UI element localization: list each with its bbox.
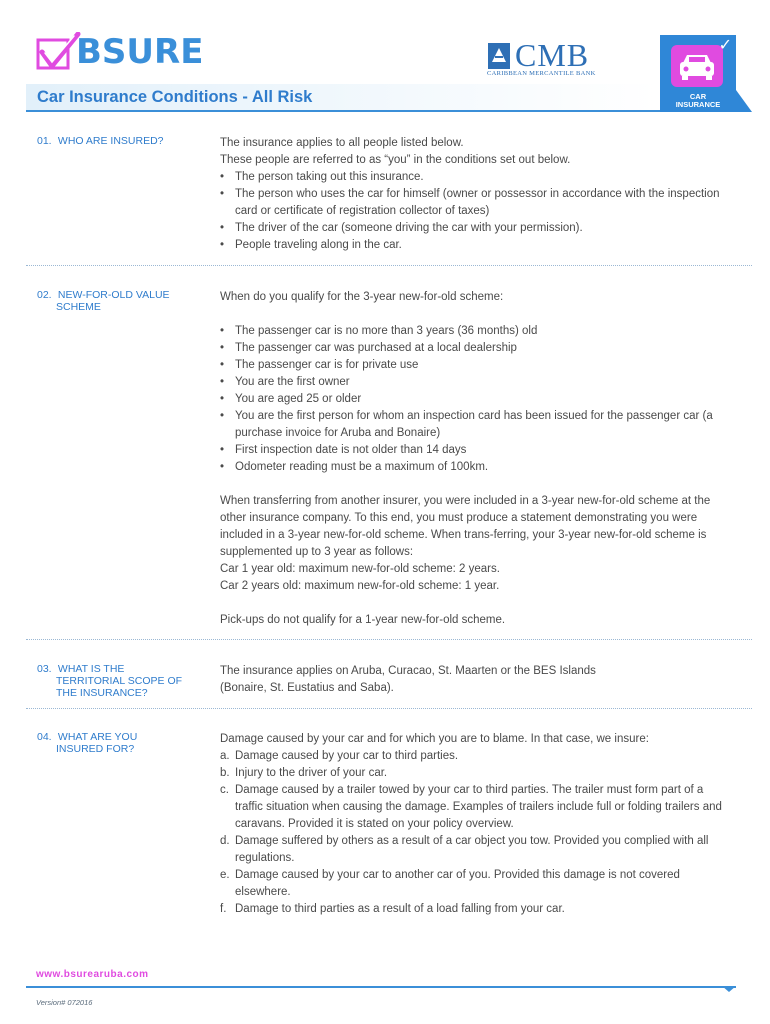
- version-label: Version# 072016: [36, 998, 93, 1007]
- paragraph: Pick-ups do not qualify for a 1-year new-for-old scheme.: [220, 614, 506, 626]
- paragraph: When transferring from another insurer, you were included in a 3-year new-for-old scheme at the other insurance company. To this end, you must produce a statement demonstrating you were included in a 3-year new-for-old scheme. When trans-ferring, your 3-year new-for-old scheme is supplemented up to 3 year as follows:: [220, 495, 711, 558]
- section-body: [220, 663, 730, 697]
- list-marker: b.: [220, 767, 230, 779]
- bsure-logo: [36, 32, 203, 72]
- bank-name: CMB: [515, 37, 590, 73]
- list-item: [220, 765, 730, 782]
- bullet-item: • First inspection date is not older than 14 days: [220, 442, 730, 459]
- list-marker: d.: [220, 835, 230, 847]
- logo-text: BSURE: [76, 32, 204, 72]
- list-item-text: Damage caused by your car to another car of you. Provided this damage is not covered elsewhere.: [235, 869, 680, 898]
- list-marker: f.: [220, 903, 227, 915]
- list-item: [220, 833, 730, 867]
- paragraph: Damage caused by your car and for which you are to blame. In that case, we insure:: [220, 733, 649, 745]
- section-label-line: WHAT IS THE: [57, 663, 125, 675]
- section-number: 02.: [37, 289, 52, 301]
- list-item: [220, 748, 730, 765]
- bullet-item: • You are aged 25 or older: [220, 391, 730, 408]
- list-item-text: Damage caused by a trailer towed by your car to third parties. The trailer must form part of a traffic situation when causing the damage. Examples of trailers include full or folding trailers and caravans. Provided it is stated on your policy overview.: [235, 784, 722, 830]
- list-item-text: Damage caused by your car to third parties.: [235, 750, 459, 762]
- bank-fullname: CARIBBEAN MERCANTILE BANK: [487, 70, 596, 77]
- section-label: [37, 135, 212, 147]
- section-body: [220, 135, 730, 254]
- bullet-item: • People traveling along in the car.: [220, 237, 730, 254]
- title-divider: [26, 110, 736, 112]
- section-label-line: WHO ARE INSURED?: [57, 135, 164, 147]
- list-item-text: Damage suffered by others as a result of a car object you tow. Provided you complied with all regulations.: [235, 835, 709, 864]
- section-divider: [26, 708, 752, 709]
- bullet-item: • You are the first person for whom an inspection card has been issued for the passenger car (a purchase invoice for Aruba and Bonaire): [220, 408, 730, 442]
- section-label-line: INSURED FOR?: [56, 743, 135, 755]
- footer-divider: [26, 986, 736, 988]
- section-new-for-old: [26, 289, 752, 629]
- paragraph: Car 1 year old: maximum new-for-old scheme: 2 years.: [220, 563, 500, 575]
- list-item-text: Injury to the driver of your car.: [235, 767, 388, 779]
- section-label-line: THE INSURANCE?: [56, 687, 148, 699]
- website-link[interactable]: www.bsurearuba.com: [36, 969, 149, 980]
- car-icon: [671, 45, 723, 87]
- section-label-line: SCHEME: [56, 301, 101, 313]
- list-marker: a.: [220, 750, 230, 762]
- list-item: [220, 867, 730, 901]
- page-title: Car Insurance Conditions - All Risk: [37, 88, 313, 106]
- list-marker: e.: [220, 869, 230, 881]
- section-label-line: WHAT ARE YOU: [57, 731, 138, 743]
- footer-notch-decoration: [722, 986, 736, 992]
- bullet-item: • The passenger car is for private use: [220, 357, 730, 374]
- bullet-item: • The person who uses the car for himself (owner or possessor in accordance with the inspection card or certificate of registration collector of taxes): [220, 186, 730, 220]
- page-header: [0, 0, 770, 128]
- section-number: 04.: [37, 731, 52, 743]
- section-label-line: TERRITORIAL SCOPE OF: [56, 675, 183, 687]
- paragraph: The insurance applies to all people listed below.: [220, 137, 464, 149]
- cmb-bank-logo: [487, 37, 617, 82]
- section-who-are-insured: [26, 135, 752, 255]
- paragraph: These people are referred to as “you” in the conditions set out below.: [220, 154, 571, 166]
- list-item-text: Damage to third parties as a result of a load falling from your car.: [235, 903, 565, 915]
- list-marker: c.: [220, 784, 229, 796]
- section-divider: [26, 639, 752, 640]
- badge-label: [660, 93, 736, 109]
- list-item: [220, 901, 730, 918]
- bullet-item: • You are the first owner: [220, 374, 730, 391]
- section-body: [220, 731, 730, 918]
- bank-emblem-icon: [487, 42, 511, 70]
- badge-tail-decoration: [736, 90, 752, 112]
- car-insurance-badge: [660, 35, 736, 112]
- paragraph: Car 2 years old: maximum new-for-old scheme: 1 year.: [220, 580, 500, 592]
- badge-label-line2: INSURANCE: [675, 100, 721, 109]
- paragraph: The insurance applies on Aruba, Curacao, St. Maarten or the BES Islands: [220, 665, 596, 677]
- bullet-item: • The person taking out this insurance.: [220, 169, 730, 186]
- section-divider: [26, 265, 752, 266]
- bullet-item: • The passenger car is no more than 3 years (36 months) old: [220, 323, 730, 340]
- section-number: 01.: [37, 135, 52, 147]
- list-item: [220, 782, 730, 833]
- section-label: [37, 731, 212, 755]
- check-icon: ✓: [718, 37, 732, 54]
- bullet-item: • The driver of the car (someone driving the car with your permission).: [220, 220, 730, 237]
- badge-label-line1: CAR: [689, 92, 707, 101]
- paragraph: When do you qualify for the 3-year new-for-old scheme:: [220, 291, 504, 303]
- bullet-item: • Odometer reading must be a maximum of 100km.: [220, 459, 730, 476]
- bullet-item: • The passenger car was purchased at a local dealership: [220, 340, 730, 357]
- section-body: [220, 289, 730, 629]
- section-number: 03.: [37, 663, 52, 675]
- section-label-line: NEW-FOR-OLD VALUE: [57, 289, 170, 301]
- section-territorial-scope: [26, 663, 752, 707]
- section-insured-for: [26, 731, 752, 941]
- section-label: [37, 289, 212, 313]
- section-label: [37, 663, 212, 699]
- paragraph: (Bonaire, St. Eustatius and Saba).: [220, 682, 394, 694]
